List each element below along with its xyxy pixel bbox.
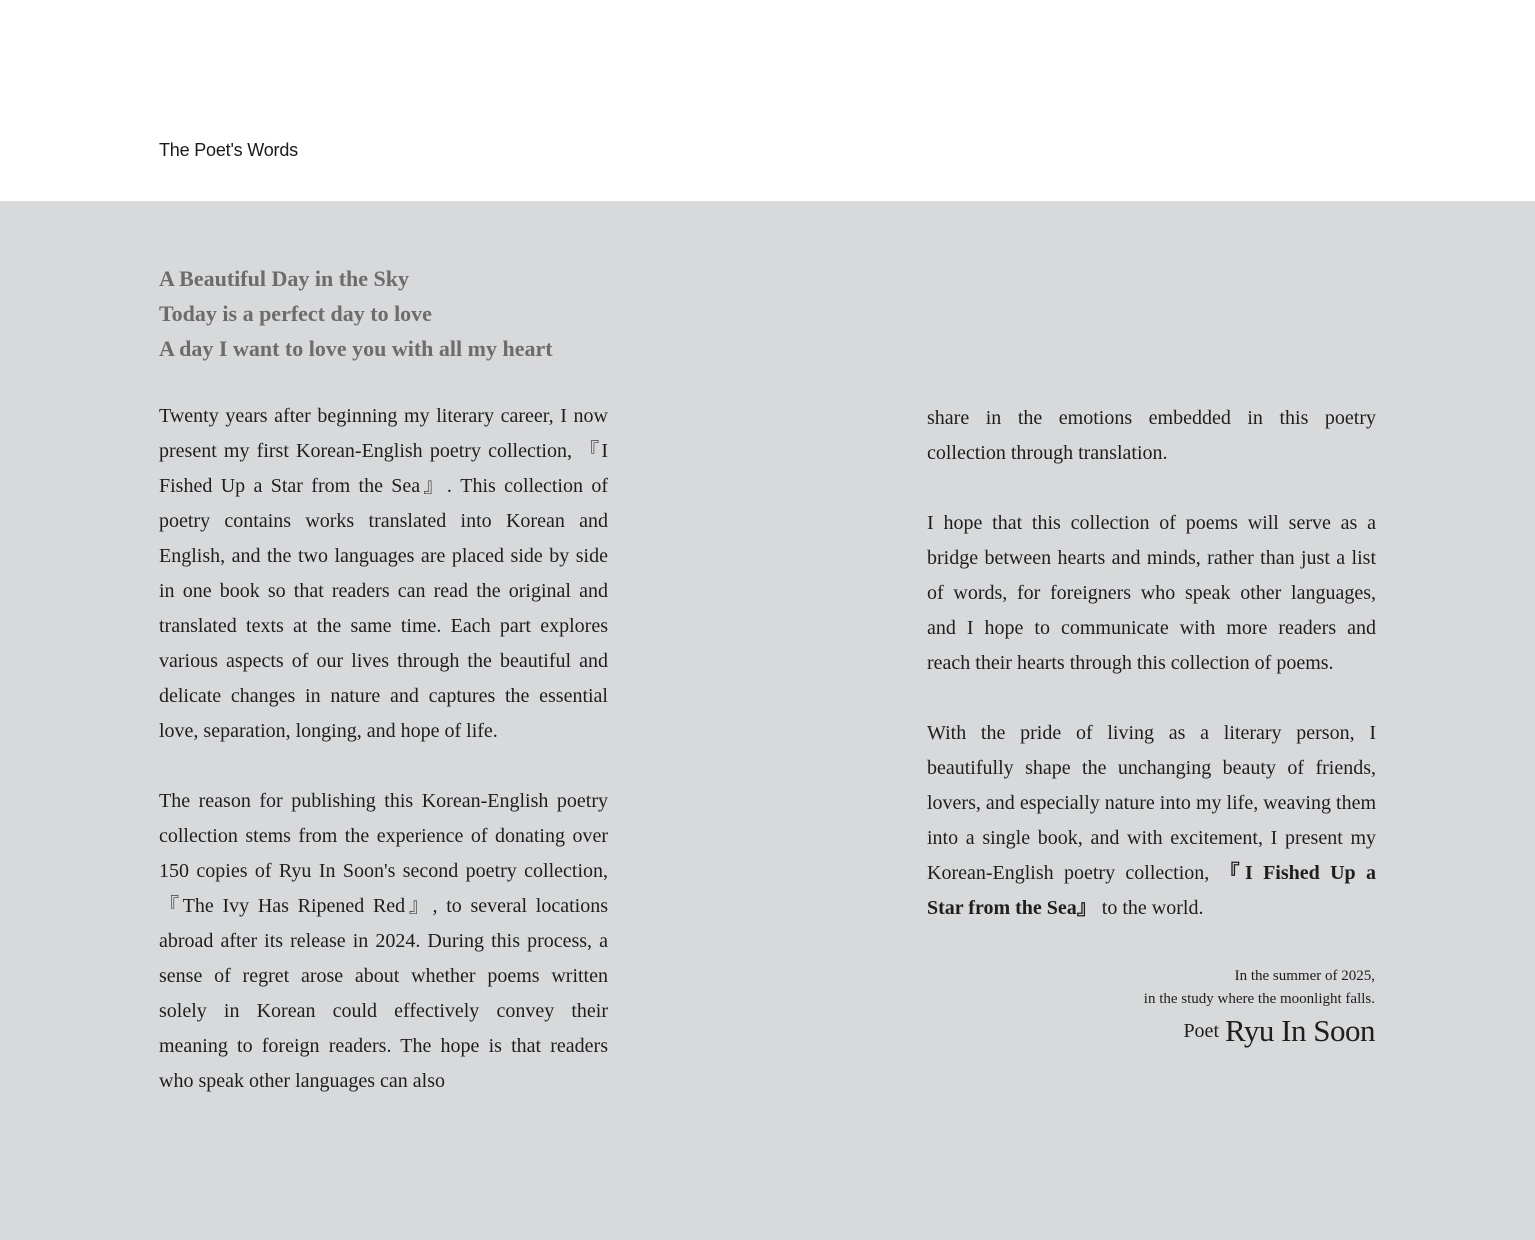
right-column [927, 401, 1376, 926]
paragraph: Twenty years after beginning my literary career, I now present my first Korean-English poetry collection, 『I Fished Up a Star from the Sea』. This collection of poetry contains works translated into Korean and English, and the two languages are placed side by side in one book so that readers can read the original and translated texts at the same time. Each part explores various aspects of our lives through the beautiful and delicate changes in nature and captures the essential love, separation, longing, and hope of life. [159, 405, 608, 742]
content-area [0, 201, 1535, 1240]
page-title: The Poet's Words [159, 140, 298, 160]
paragraph: The reason for publishing this Korean-English poetry collection stems from the experience of donating over 150 copies of Ryu In Soon's second poetry collection, 『The Ivy Has Ripened Red』, to several locations abroad after its release in 2024. During this process, a sense of regret arose about whether poems written solely in Korean could effectively convey their meaning to foreign readers. The hope is that readers who speak other languages can also [159, 790, 608, 1092]
paragraph: share in the emotions embedded in this poetry collection through translation. [927, 407, 1376, 464]
page-header [0, 0, 1535, 200]
paragraph-text: to the world. [1096, 897, 1204, 919]
paragraph-text: With the pride of living as a literary person, I beautifully shape the unchanging beauty of friends, lovers, and especially nature into my life, weaving them into a single book, and with excitement, I present my Korean-English poetry collection, [927, 722, 1376, 884]
signoff [1144, 965, 1375, 1049]
paragraph [927, 716, 1376, 926]
left-column [159, 399, 608, 1099]
signoff-place: in the study where the moonlight falls. [1143, 991, 1375, 1007]
poem-line: A Beautiful Day in the Sky [159, 266, 409, 291]
paragraph: I hope that this collection of poems will serve as a bridge between hearts and minds, rather than just a list of words, for foreigners who speak other languages, and I hope to communicate with more readers and reach their hearts through this collection of poems. [927, 512, 1376, 674]
book-title: 『I Fished Up a Star from the Sea』 [927, 862, 1376, 919]
poem-line: A day I want to love you with all my heart [159, 336, 553, 361]
poet-name: Ryu In Soon [1225, 1013, 1375, 1048]
signature [1144, 1013, 1375, 1049]
poem-excerpt [159, 261, 553, 366]
poem-line: Today is a perfect day to love [159, 301, 432, 326]
signature-prefix: Poet [1183, 1020, 1219, 1042]
signoff-date: In the summer of 2025, [1234, 968, 1375, 984]
